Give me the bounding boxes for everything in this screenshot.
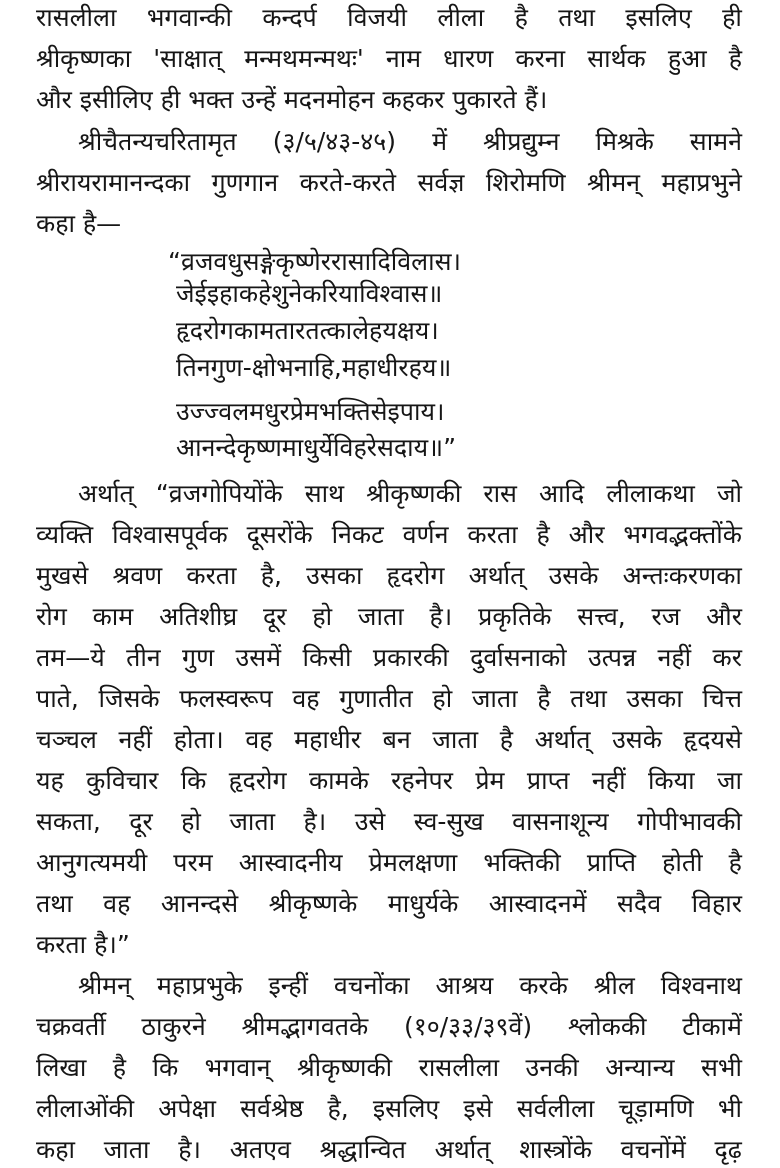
word: तम—ये [36, 643, 105, 672]
word: उसका [626, 684, 683, 713]
word: दुर्वासनाको [470, 643, 567, 672]
word: उसका [306, 561, 363, 590]
word: फलस्वरूप [179, 684, 273, 713]
word: हो [181, 807, 201, 836]
word: अपेक्षा [158, 1094, 216, 1123]
word: शास्त्रोंके [519, 1135, 592, 1164]
word: मिश्रके [595, 127, 654, 156]
word: आस्वादनीय [238, 848, 343, 877]
word: है, [260, 561, 282, 590]
word: कहे [238, 279, 272, 308]
word: विहार [691, 889, 742, 918]
word: धारण [443, 44, 494, 73]
word: स्व-सुख [413, 807, 484, 836]
word: अन्यान्य [605, 1053, 675, 1082]
word: उसमें [235, 643, 282, 672]
word: भी [717, 1094, 742, 1123]
text-line [36, 1050, 742, 1086]
text-line [36, 0, 742, 36]
word: श्रीमन् [587, 168, 641, 197]
word: अतएव [229, 1135, 291, 1164]
word: कि [152, 1053, 179, 1082]
word: रास [483, 479, 517, 508]
word: वचनोंमें [620, 1135, 686, 1164]
word: श्रीमन् [78, 971, 132, 1000]
word: करता [467, 520, 518, 549]
word: आनुगत्यमयी [36, 848, 148, 877]
word: जेई [176, 279, 207, 308]
word: नाहि, [293, 353, 342, 382]
word: जाता [357, 602, 404, 631]
verse-line [176, 314, 439, 348]
word: परम [173, 848, 213, 877]
word: प्रेमलक्षणा [368, 848, 458, 877]
word: पाते, [36, 684, 79, 713]
word: सत्त्व, [577, 602, 626, 631]
word: रासलीला [36, 3, 117, 32]
word: (१०/३३/३९वें) [403, 1012, 533, 1041]
word: शिरोमणि [485, 168, 566, 197]
word: जाता [229, 807, 276, 836]
text-line [36, 558, 742, 594]
text-line [36, 41, 742, 77]
word: प्राप्ति [586, 848, 636, 877]
word: आदि [539, 479, 585, 508]
word: कुविचार [86, 766, 159, 795]
word: है [537, 684, 551, 713]
word: पाय। [399, 397, 445, 426]
text-line [78, 124, 742, 160]
verse-line [168, 245, 461, 279]
word: मुखसे [36, 561, 89, 590]
text-line [36, 845, 742, 881]
word: श्लोककी [567, 1012, 647, 1041]
word: इहा [206, 279, 239, 308]
verse-line [176, 277, 443, 311]
word: महाप्रभुके [156, 971, 243, 1000]
word: है [536, 520, 550, 549]
word: हृदयसे [683, 725, 742, 754]
text-line [36, 1091, 742, 1127]
word: गुणातीत [339, 684, 413, 713]
word: चञ्चल [36, 725, 97, 754]
word: आस्वादनमें [488, 889, 587, 918]
word: चक्रवर्ती [36, 1012, 106, 1041]
word: जाता [432, 725, 479, 754]
word: उसके [612, 725, 662, 754]
word: नहीं [657, 643, 692, 672]
word: करते-करते [299, 168, 397, 197]
word: लिखा [36, 1053, 87, 1082]
word: दूर [129, 807, 153, 836]
word: तीन [126, 643, 161, 672]
word: है, [327, 1094, 349, 1123]
text-line [36, 1009, 742, 1045]
word: दूसरोंके [246, 520, 313, 549]
word: विजयी [347, 3, 407, 32]
word: साथ [304, 479, 345, 508]
word: तत्काले [305, 316, 370, 345]
word: वासनाशून्य [512, 807, 609, 836]
word: में [432, 127, 448, 156]
word: वह [245, 725, 273, 754]
word: रासादिविलास। [330, 247, 461, 276]
word: रासलीला [418, 1053, 500, 1082]
word: “व्रजवधुसङ्गे [168, 247, 276, 276]
word: काम [233, 316, 275, 345]
word: उनकी [525, 1053, 579, 1082]
word: अतिशीघ्र [159, 602, 238, 631]
word: सार्थक [587, 44, 646, 73]
word: महाधीर [341, 353, 409, 382]
word: प्राप्त [526, 766, 570, 795]
word: कन्दर्प [262, 3, 317, 32]
word: है [728, 44, 742, 73]
word: करके [519, 971, 568, 1000]
word: श्रीरायरामानन्दका [36, 168, 191, 197]
word: सामने [689, 127, 742, 156]
word: श्रीकृष्णका [36, 44, 132, 73]
text-line [36, 886, 742, 922]
word: तथा [558, 3, 595, 32]
word: सेइ [370, 397, 400, 426]
word: मन्मथमन्मथः' [244, 44, 364, 73]
word: जाता [471, 684, 518, 713]
word: और [568, 520, 605, 549]
verse-line [176, 395, 445, 429]
word: महाधीर [294, 725, 361, 754]
word: इसे [463, 1094, 493, 1123]
word: काम [92, 602, 134, 631]
word: है [514, 3, 528, 32]
word: अर्थात् [534, 725, 591, 754]
word: महाप्रभुने [661, 168, 742, 197]
word: हृदरोग [386, 561, 445, 590]
word: लीलाकथा [606, 479, 695, 508]
word: “व्रजगोपियोंके [155, 479, 283, 508]
word: प्रेमभक्ति [289, 397, 371, 426]
word: माधुर्यके [387, 889, 459, 918]
word: इन्हीं [268, 971, 308, 1000]
word: प्रकारकी [372, 643, 449, 672]
word: है [728, 848, 742, 877]
word: तिनगुण-क्षोभ [176, 353, 294, 382]
word: हुआ [667, 44, 707, 73]
text-line [36, 763, 742, 799]
word: चूड़ामणि [618, 1094, 694, 1123]
word: श्रीकृष्णके [268, 889, 358, 918]
text-line [78, 968, 742, 1004]
word: उसके [548, 561, 599, 590]
word: है। [178, 1135, 202, 1164]
word: सदाय॥” [376, 433, 457, 462]
word: निकट [331, 520, 384, 549]
word: नहीं [591, 766, 626, 795]
word: (३/५/४३-४५) [272, 127, 397, 156]
word: क्षय। [396, 316, 439, 345]
word: दूर [262, 602, 287, 631]
verse-line [176, 351, 452, 385]
text-line [36, 640, 742, 676]
word: तथा [570, 684, 607, 713]
word: वह [103, 889, 131, 918]
word: नाम [385, 44, 422, 73]
word: प्रकृतिके [478, 602, 552, 631]
word: रोग [36, 602, 67, 631]
word: उज्ज्वल [176, 397, 250, 426]
word: मधुर [249, 397, 290, 426]
word: वह [292, 684, 320, 713]
word: इसलिए [372, 1094, 440, 1123]
word: गोपीभावकी [637, 807, 742, 836]
word: जो [716, 479, 742, 508]
word: 'साक्षात् [153, 44, 223, 73]
word: कृष्णमाधुर्ये [236, 433, 334, 462]
word: श्रद्धान्वित [319, 1135, 406, 1164]
word: सकता, [36, 807, 101, 836]
word: श्रीकृष्णकी [296, 1053, 393, 1082]
text-line: कहा है— [36, 209, 122, 238]
word: हो [312, 602, 333, 631]
word: करना [515, 44, 566, 73]
word: करिया [302, 279, 360, 308]
text-line [36, 681, 742, 717]
word: करता [186, 561, 237, 590]
word: विश्वासपूर्वक [112, 520, 228, 549]
word: है। [303, 807, 327, 836]
word: है। [429, 602, 453, 631]
word: सदैव [617, 889, 662, 918]
word: लीलाओंकी [36, 1094, 135, 1123]
word: कृष्णेर [275, 247, 331, 276]
word: ठाकुरने [141, 1012, 206, 1041]
word: शुने [271, 279, 303, 308]
word: श्रीकृष्णकी [366, 479, 462, 508]
word: लीला [437, 3, 485, 32]
verse-line [176, 431, 457, 465]
word: उसे [354, 807, 386, 836]
word: हृदरोग [228, 766, 287, 795]
word: होता। [173, 725, 224, 754]
word: अर्थात् [468, 561, 525, 590]
word: विश्वास॥ [359, 279, 443, 308]
word: टीकामें [682, 1012, 742, 1041]
word: है [112, 1053, 127, 1082]
word: हय [369, 316, 397, 345]
word: कर [712, 643, 742, 672]
word: भक्तिकी [483, 848, 561, 877]
word: रज [651, 602, 681, 631]
word: कि [180, 766, 207, 795]
word: इसलिए [625, 3, 692, 32]
word: हो [432, 684, 453, 713]
word: हय॥ [408, 353, 452, 382]
word: अर्थात् [78, 479, 134, 508]
word: हृदरोग [176, 316, 234, 345]
word: भगवान्की [146, 3, 232, 32]
word: जिसके [98, 684, 160, 713]
word: तथा [36, 889, 73, 918]
word: वचनोंका [333, 971, 410, 1000]
word: भगवद्भक्तोंके [623, 520, 742, 549]
text-line [78, 476, 742, 512]
word: विश्वनाथ [660, 971, 742, 1000]
text-line [36, 599, 742, 635]
word: आनन्दे [176, 433, 237, 462]
word: अर्थात् [434, 1135, 491, 1164]
word: सर्वश्रेष्ठ [240, 1094, 304, 1123]
word: उत्पन्न [588, 643, 637, 672]
word: नहीं [118, 725, 153, 754]
word: सर्वज्ञ [417, 168, 465, 197]
word: अन्तःकरणका [622, 561, 742, 590]
word: कामके [308, 766, 369, 795]
text-line [36, 1132, 742, 1168]
text-line: करता है।” [36, 930, 130, 959]
word: आनन्दसे [160, 889, 239, 918]
word: जाता [103, 1135, 150, 1164]
word: गुणगान [211, 168, 279, 197]
text-line [36, 517, 742, 553]
word: सर्वलीला [516, 1094, 595, 1123]
word: ही [722, 3, 742, 32]
word: किया [647, 766, 695, 795]
word: रहनेपर [391, 766, 453, 795]
text-line [36, 804, 742, 840]
word: प्रेम [475, 766, 505, 795]
text-line: और इसीलिए ही भक्त उन्हें मदनमोहन कहकर पुकारते हैं। [36, 85, 548, 114]
word: तार [274, 316, 306, 345]
word: है [499, 725, 514, 754]
word: भगवान् [204, 1053, 271, 1082]
word: श्रीमद्भागवतके [241, 1012, 369, 1041]
word: श्रील [593, 971, 635, 1000]
word: गुण [182, 643, 215, 672]
word: और [706, 602, 742, 631]
word: सभी [700, 1053, 742, 1082]
word: होती [662, 848, 703, 877]
word: किसी [302, 643, 352, 672]
text-line [36, 722, 742, 758]
word: वर्णन [402, 520, 449, 549]
word: श्रीचैतन्यचरितामृत [78, 127, 237, 156]
word: चित्त [702, 684, 742, 713]
word: दृढ़ [714, 1135, 742, 1164]
text-line [36, 165, 742, 201]
word: आश्रय [435, 971, 494, 1000]
word: जा [716, 766, 742, 795]
word: व्यक्ति [36, 520, 94, 549]
word: बन [382, 725, 411, 754]
word: यह [36, 766, 64, 795]
word: श्रवण [112, 561, 163, 590]
word: कहा [36, 1135, 75, 1164]
word: श्रीप्रद्युम्न [483, 127, 560, 156]
word: विहरे [333, 433, 377, 462]
